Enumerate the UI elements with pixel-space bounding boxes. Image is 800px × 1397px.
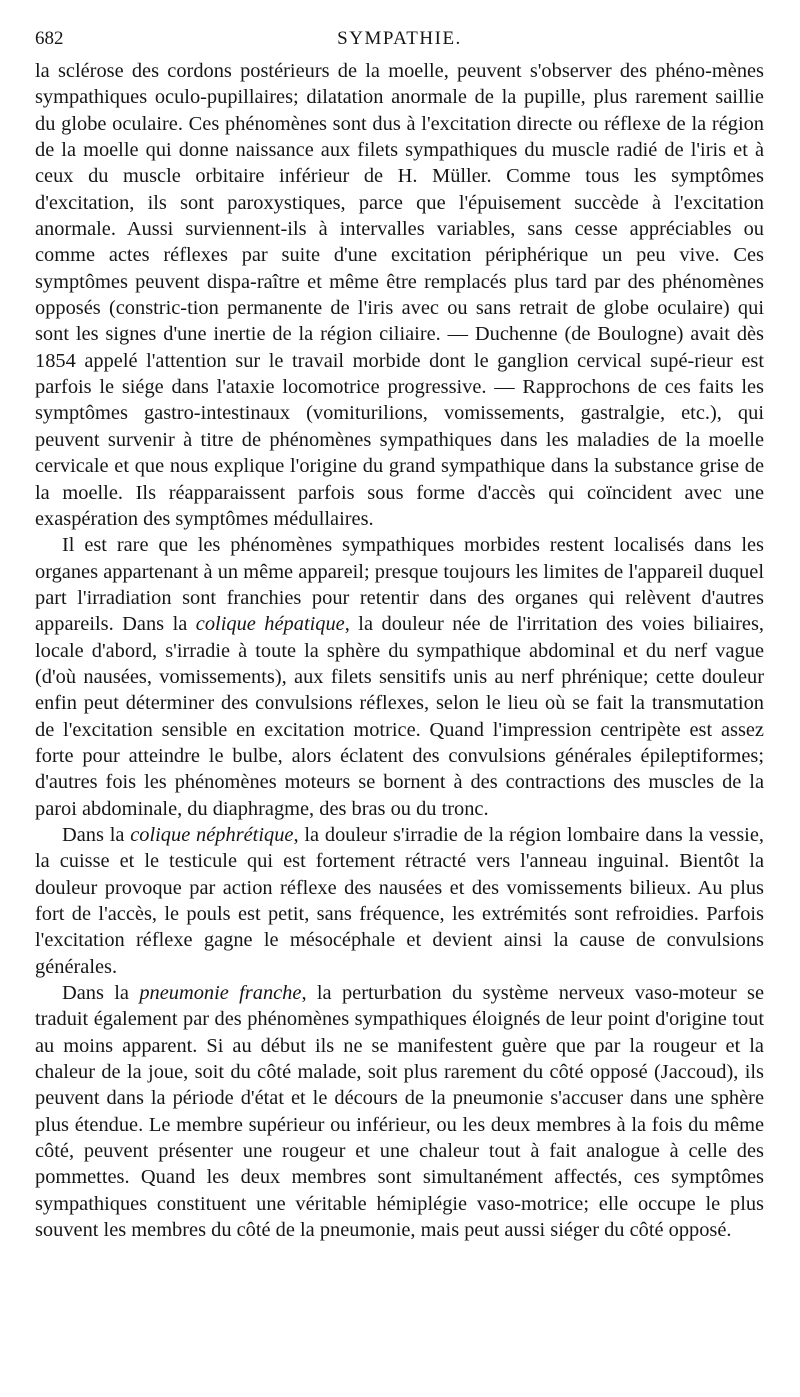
body-text: [35, 58, 764, 1243]
text-segment: , la douleur née de l'irritation des voies biliaires, locale d'abord, s'irradie à toute la sphère du sympathique abdominal et du nerf vague (d'où nausées, vomissements), aux filets sensitifs unis au nerf phrénique; cette douleur enfin peut déterminer des convulsions réflexes, selon le lieu où se fait la transmutation de l'excitation sensible en excitation motrice. Quand l'impression centripète est assez forte pour atteindre le bulbe, alors éclatent des convulsions générales épileptiformes; d'autres fois les phénomènes moteurs se bornent à des contractions des muscles de la paroi abdominale, du diaphragme, des bras ou du tronc.: [35, 613, 764, 820]
paragraph: [35, 532, 764, 822]
italic-term-pneumonie-franche: pneumonie franche: [139, 982, 302, 1005]
italic-term-colique-nephretique: colique néphrétique: [130, 823, 294, 846]
text-segment: , la perturbation du système nerveux vaso-moteur se traduit également par des phénomènes sympathiques éloignés de leur point d'origine tout au moins apparent. Si au début ils ne se manifestent guère que par la rougeur et la chaleur de la joue, soit du côté malade, soit plus rarement du côté opposé (Jaccoud), ils peuvent dans la période d'état et le décours de la pneumonie s'accuser dans une sphère plus étendue. Le membre supérieur ou inférieur, ou les deux membres à la fois du même côté, peuvent présenter une rougeur et une chaleur tout à fait analogue à celle des pommettes. Quand les deux membres sont simultanément affectés, ces symptômes sympathiques constituent une véritable hémiplégie vaso-motrice; elle occupe le plus souvent les membres du côté de la pneumonie, mais peut aussi siéger du côté opposé.: [35, 982, 764, 1242]
text-segment: Il est rare que les phénomènes sympathiques morbides restent localisés dans les organes appartenant à un même appareil; presque toujours les limites de l'appareil duquel part l'irradiation sont franchies pour retentir dans des organes qui relèvent d'autres appareils. Dans la: [35, 534, 764, 636]
italic-term-colique-hepatique: colique hépatique: [195, 613, 345, 636]
paragraph: [35, 58, 764, 532]
text-segment: , la douleur s'irradie de la région lombaire dans la vessie, la cuisse et le testicule qui est fortement rétracté vers l'anneau inguinal. Bientôt la douleur provoque par action réflexe des nausées et des vomissements bilieux. Au plus fort de l'accès, le pouls est petit, sans fréquence, les extrémités sont refroidies. Parfois l'excitation réflexe gagne le mésocéphale et devient ainsi la cause de convulsions générales.: [35, 823, 764, 978]
paragraph: [35, 822, 764, 980]
text-segment: Dans la: [62, 982, 140, 1005]
running-head: [35, 22, 764, 56]
page-number: 682: [35, 28, 64, 49]
text-segment: Dans la: [62, 823, 131, 846]
paragraph: [35, 980, 764, 1243]
running-title: SYMPATHIE.: [337, 28, 462, 49]
text-segment: la sclérose des cordons postérieurs de la moelle, peuvent s'observer des phéno-mènes sympathiques oculo-pupillaires; dilatation anormale de la pupille, plus rarement saillie du globe oculaire. Ces phénomènes sont dus à l'excitation directe ou réflexe de la région de la moelle qui donne naissance aux filets sympathiques du muscle radié de l'iris et à ceux du muscle orbitaire inférieur de H. Müller. Comme tous les symptômes d'excitation, ils sont paroxystiques, parce que l'épuisement succède à l'excitation anormale. Aussi surviennent-ils à intervalles variables, sans cesse appréciables ou comme actes réflexes par suite d'une excitation périphérique un peu vive. Ces symptômes peuvent dispa-raître et même être remplacés plus tard par des phénomènes opposés (constric-tion permanente de l'iris avec ou sans retrait de globe oculaire) qui sont les signes d'une inertie de la région ciliaire. — Duchenne (de Boulogne) avait dès 1854 appelé l'attention sur le travail morbide dont le ganglion cervical supé-rieur est parfois le siége dans l'ataxie locomotrice progressive. — Rapprochons de ces faits les symptômes gastro-intestinaux (vomiturilions, vomissements, gastralgie, etc.), qui peuvent survenir à titre de phénomènes sympathiques dans les maladies de la moelle cervicale et que nous explique l'origine du grand sympathique dans la substance grise de la moelle. Ils réapparaissent parfois sous forme d'accès qui coïncident avec une exaspération des symptômes médullaires.: [35, 60, 764, 530]
